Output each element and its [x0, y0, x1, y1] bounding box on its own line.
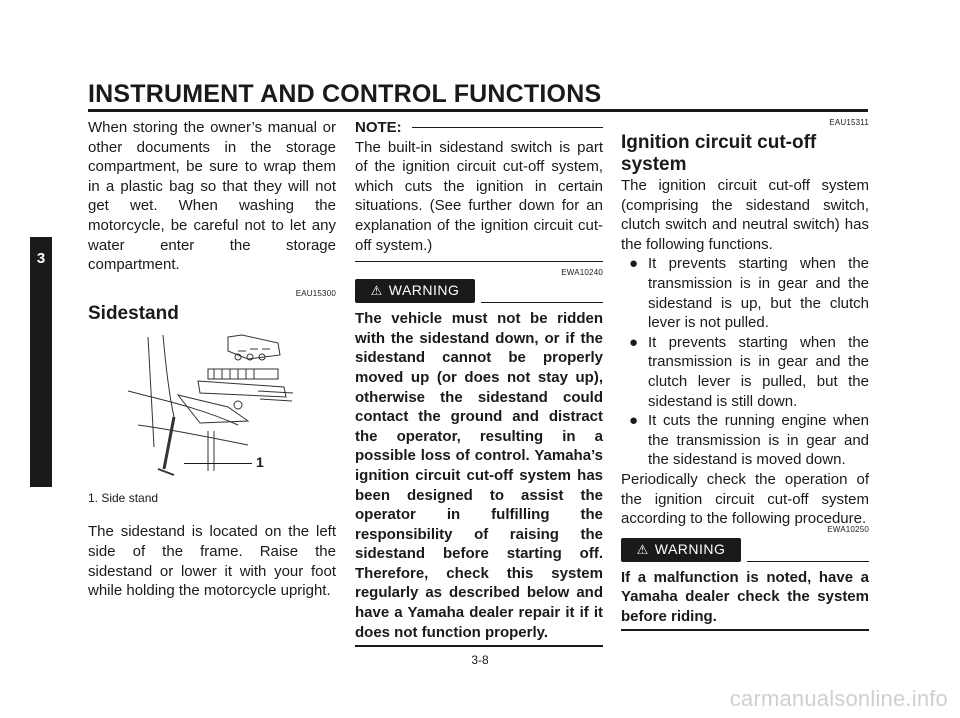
note-rule: [412, 127, 603, 128]
watermark: carmanualsonline.info: [729, 686, 948, 711]
function-list: [621, 254, 869, 470]
callout-leader-line: [184, 463, 252, 464]
note-header: [355, 118, 603, 138]
warning-text: The vehicle must not be ridden with the sidestand down, or if the sidestand cannot be properly moved up (or does not stay up), otherwise the sidestand could contact the ground and distract the operator, resulting in a possible loss of control. Yamaha’s ignition circuit cut-off system has been designed to assist the operator in fulfilling the responsibility of raising the sidestand before starting off. Therefore, check this system regularly as described below and have a Yamaha dealer repair it if it does not function properly.: [355, 310, 603, 641]
warning-code: EWA10240: [561, 268, 603, 278]
list-item: ● It prevents starting when the transmission is in gear and the clutch lever is pulled, but the sidestand is still down.: [621, 333, 869, 411]
note-end-rule: [355, 261, 603, 262]
note-text: The built-in sidestand switch is part of the ignition circuit cut-off system, which cuts the ignition in certain situations. (See further down for an explanation of the ignition circuit cut-off system.): [355, 138, 603, 254]
periodic-check-text: Periodically check the operation of the ignition circuit cut-off system according to the following procedure.: [621, 470, 869, 528]
ignition-title-line-1: Ignition circuit cut-off: [621, 132, 817, 153]
section-code: EAU15311: [829, 118, 869, 127]
warning-triangle-icon: ⚠: [370, 283, 383, 299]
warning-text: If a malfunction is noted, have a Yamaha dealer check the system before riding.: [621, 568, 869, 625]
warning-label: WARNING: [388, 282, 460, 299]
chapter-tab-number: 3: [36, 250, 46, 267]
warning-code: EWA10250: [827, 524, 869, 534]
header-rule: [88, 109, 868, 112]
ignition-title-line-2: system: [621, 154, 687, 175]
note-label: NOTE:: [355, 119, 402, 136]
figure-callout-1: 1: [256, 453, 264, 470]
warning-badge: [355, 279, 475, 303]
warning-header: [621, 538, 869, 562]
sidestand-figure: [88, 329, 336, 487]
storage-intro-text: When storing the owner’s manual or other documents in the storage compartment, be sure to wrap them in a plastic bag so that they will not get wet. When washing the motorcycle, be careful not to let any water enter the storage compartment.: [88, 119, 336, 274]
warning-header-rule: [481, 302, 603, 303]
ignition-intro-text: The ignition circuit cut-off system (comprising the sidestand switch, clutch switch and neutral switch) has the following functions.: [621, 177, 869, 253]
column-2: [355, 118, 603, 647]
sidestand-title: Sidestand: [88, 302, 179, 324]
chapter-tab: [30, 237, 52, 487]
column-1: [88, 118, 336, 601]
page-header-title: INSTRUMENT AND CONTROL FUNCTIONS: [88, 80, 602, 108]
sidestand-body-text: The sidestand is located on the left side of the frame. Raise the sidestand or lower it with your foot while holding the motorcycle upright.: [88, 523, 336, 600]
warning-triangle-icon: ⚠: [636, 541, 649, 557]
page-number: 3-8: [471, 653, 489, 667]
list-item: ● It cuts the running engine when the transmission is in gear and the sidestand is moved down.: [621, 411, 869, 470]
list-item: ● It prevents starting when the transmission is in gear and the sidestand is up, but the clutch lever is not pulled.: [621, 254, 869, 332]
figure-caption: 1. Side stand: [88, 490, 159, 505]
column-3: [621, 118, 869, 631]
warning-header-rule: [747, 561, 869, 562]
warning-label: WARNING: [654, 540, 726, 557]
warning-end-rule: [621, 629, 869, 631]
warning-badge: [621, 538, 741, 562]
warning-end-rule: [355, 645, 603, 647]
section-code: EAU15300: [295, 288, 336, 298]
warning-header: [355, 279, 603, 303]
